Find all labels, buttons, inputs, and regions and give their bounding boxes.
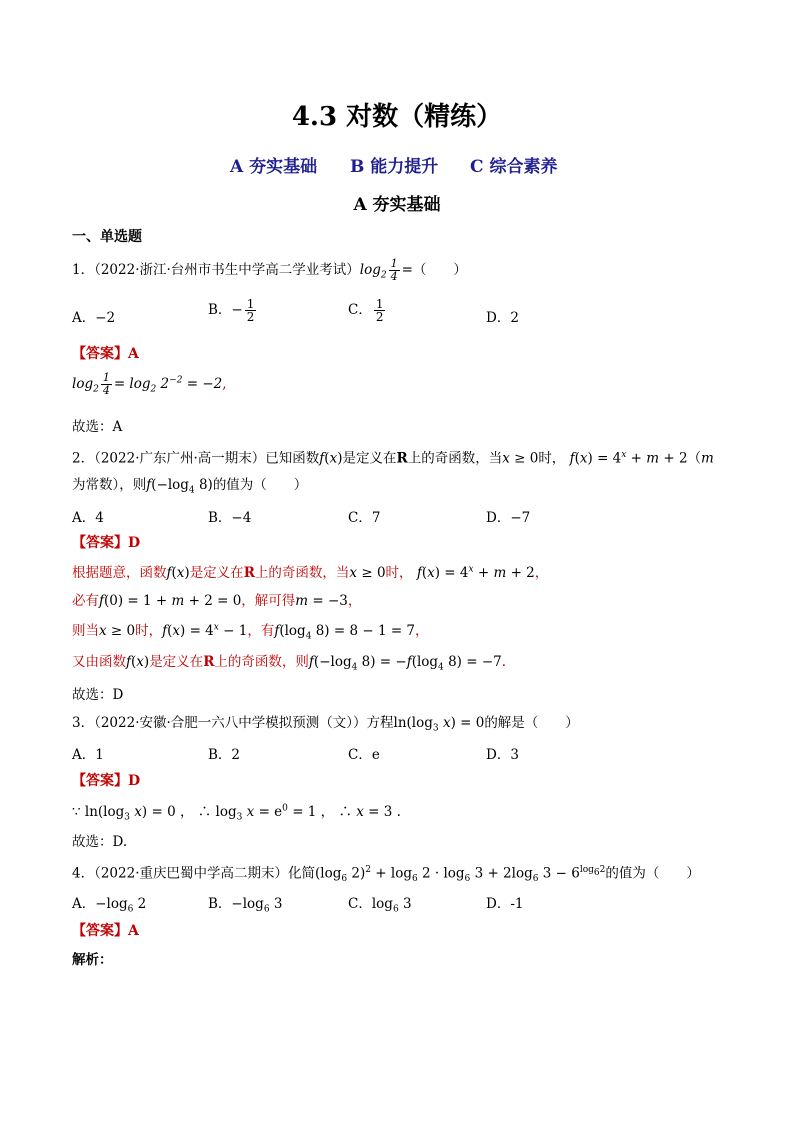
question-2-stem-line1: 2．（2022·广东广州·高一期末）已知函数f(x)是定义在R上的奇函数，当x ≥ 0时， $f(x) = 4^x + m + 2(m$: [72, 450, 714, 467]
q3-answer: 【答案】D: [72, 773, 141, 789]
question-1-stem: [72, 258, 467, 287]
question-4-stem: 4．（2022·重庆巴蜀中学高二期末）化简($\log_6$ $2)^2 + \log_6 2 \cdot \log_6 3 + 2\log_6$ $3 - 6^{log_62}$的值为（ ）: [72, 865, 700, 885]
q3-conclusion: 故选：D.: [72, 834, 128, 850]
q1-option-a: A．−2: [72, 310, 116, 326]
q1-option-b: B．− $\frac{1}{2}$: [208, 297, 255, 324]
q3-option-a: A．1: [72, 747, 104, 763]
question-category: 一、单选题: [72, 229, 142, 245]
q3-option-b: B．2: [208, 747, 241, 763]
question-3-stem: 3．（2022·安徽·合肥一六八中学模拟预测（文））方程$\ln(\log_3$ x) = 0的解是（ ）: [72, 715, 579, 734]
q2-solution-line4: 又由函数f(x)是定义在R上的奇函数，则$f(-\log_4$ $8) = -f(\log_4$ 8) = −7.: [72, 654, 507, 673]
q4-option-c: C．$\log_6 3$: [348, 896, 412, 915]
q1-solution: $\log_2$ $\frac{1}{4}$ = $\log_2 2^{-2} = -2$,: [72, 371, 227, 397]
q1-option-d: D．2: [486, 310, 519, 326]
q2-solution-line2: 必有f(0) = 1 + m + 2 = 0，解可得m = −3，: [72, 593, 362, 609]
q1-answer: 【答案】A: [72, 346, 139, 362]
q4-option-a: A．$-\log_6$ 2: [72, 896, 147, 915]
q3-solution: ∵ $\ln(\log_3$ x) = 0 ， ∴ $\log_3 x = e^0 = 1$ ， ∴ x = 3 .: [72, 803, 401, 823]
section-heading: A 夯实基础: [353, 195, 441, 215]
q2-option-b: B．−4: [208, 510, 252, 526]
subnav-b: B 能力提升: [350, 157, 439, 177]
page-title: 4.3 对数（精练）: [291, 102, 503, 132]
q1-option-c: C． $\frac{1}{2}$: [348, 297, 384, 324]
q1-math: $\log_2$ $\frac{1}{4}$ =: [359, 257, 413, 283]
q2-solution-line1: 根据题意，函数f(x)是定义在R上的奇函数，当x ≥ 0时， $f(x) = 4^x + m + 2$，: [72, 564, 549, 581]
q4-option-b: B．$-\log_6$ 3: [208, 896, 283, 915]
q4-analysis-label: 解析：: [72, 952, 113, 968]
q4-answer: 【答案】A: [72, 923, 139, 939]
subnav-a: A 夯实基础: [230, 157, 318, 177]
q2-option-c: C．7: [348, 510, 381, 526]
q2-solution-line3: 则当x ≥ 0时，$f(x) = 4^x - 1$，有$f(\log_4$ 8) = 8 − 1 = 7，: [72, 622, 429, 642]
q3-option-c: C．e: [348, 747, 380, 763]
q2-option-d: D．−7: [486, 510, 531, 526]
q2-answer: 【答案】D: [72, 535, 141, 551]
q1-stem-suffix: （ ）: [412, 262, 467, 278]
q1-conclusion: 故选：A: [72, 419, 123, 435]
q4-option-d: D．-1: [486, 896, 524, 912]
q3-option-d: D．3: [486, 747, 519, 763]
subnav-c: C 综合素养: [470, 157, 558, 177]
q2-conclusion: 故选：D: [72, 687, 124, 703]
q2-option-a: A．4: [72, 510, 104, 526]
question-2-stem-line2: 为常数），则$f(-\log_4$ 8)的值为（ ）: [72, 477, 308, 496]
q1-stem-prefix: 1．（2022·浙江·台州市书生中学高二学业考试）: [72, 262, 360, 278]
